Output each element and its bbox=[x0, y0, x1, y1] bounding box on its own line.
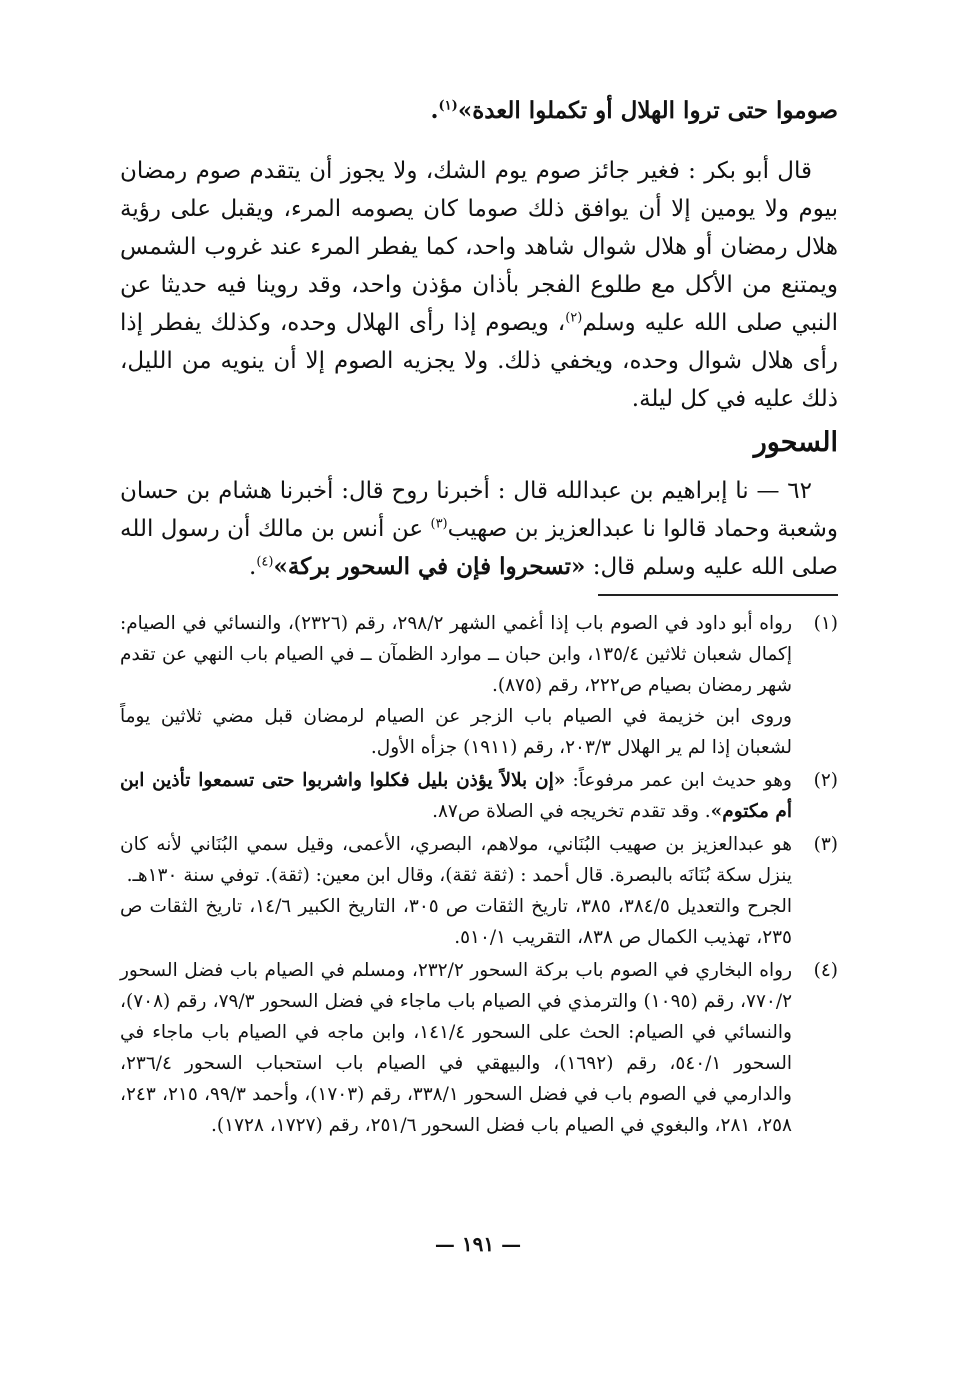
footnote-number: (١) bbox=[813, 613, 838, 634]
footnote-text-continued: الجرح والتعديل ٣٨٤/٥، ٣٨٥، تاريخ الثقات ص ٣٠٥، التاريخ الكبير ١٤/٦، تاريخ الثقات ص ٢٣٥، تهذيب الكمال ص ٨٣٨، التقريب ٥١٠/١. bbox=[120, 896, 793, 948]
footnote-text: وهو حديث ابن عمر مرفوعاً: bbox=[565, 770, 792, 791]
hadith-62-quote: «تسحروا فإن في السحور بركة» bbox=[273, 553, 586, 580]
footnote-text-end: . وقد تقدم تخريجه في الصلاة ص٨٧. bbox=[432, 801, 711, 822]
footnote-number: (٤) bbox=[813, 960, 838, 981]
footnote-ref-2: (٢) bbox=[565, 310, 583, 326]
footnote-2 bbox=[120, 765, 838, 827]
main-text bbox=[120, 92, 838, 586]
line-end-period-2: . bbox=[249, 554, 257, 580]
footnote-text: رواه البخاري في الصوم باب بركة السحور ٢٣٢/٢، ومسلم في الصيام باب فضل السحور ٧٧٠/٢، رقم (١٠٩٥) والترمذي في الصيام باب ماجاء في فضل السحور ٧٩/٣، رقم (٧٠٨)، والنسائي في الصيام: الحث على السحور ١٤١/٤، وابن ماجه في الصيام باب ماجاء في السحور ٥٤٠/١، رقم (١٦٩٢)، والبيهقي في الصيام باب استحباب السحور ٢٣٦/٤، والدارمي في الصوم باب في فضل السحور ٣٣٨/١، رقم (١٧٠٣)، وأحمد ٩٩/٣، ٢١٥، ٢٤٣، ٢٥٨، ٢٨١، والبغوي في الصيام باب فضل السحور ٢٥١/٦، رقم (١٧٢٧، ١٧٢٨). bbox=[120, 960, 793, 1136]
footnote-separator bbox=[598, 594, 838, 596]
footnote-1 bbox=[120, 608, 838, 763]
footnote-body bbox=[120, 829, 792, 953]
footnote-body bbox=[120, 765, 792, 827]
hadith-ending-line bbox=[120, 92, 838, 130]
abu-bakr-text-part1: قال أبو بكر : فغير جائز صوم يوم الشك، ولا يجوز أن يتقدم صوم رمضان بيوم ولا يومين إلا أن يوافق ذلك صوما كان يصومه المرء، ويقبل على رؤية هلال رمضان أو هلال شوال شاهد واحد، كما يفطر المرء عند غروب الشمس ويمتنع من الأكل مع طلوع الفجر بأذان مؤذن واحد، وقد روينا فيه حديثا عن النبي صلى الله عليه وسلم bbox=[120, 158, 838, 336]
page-number: — ١٩١ — bbox=[434, 1232, 522, 1256]
line-end-period: . bbox=[430, 97, 439, 124]
footnote-3 bbox=[120, 829, 838, 953]
footnote-number: (٢) bbox=[813, 770, 838, 791]
footnote-body bbox=[120, 608, 792, 763]
hadith-ending-text: صوموا حتى تروا الهلال أو تكملوا العدة» bbox=[457, 97, 838, 124]
footnote-quote: «إن بلالاً يؤذن بليل فكلوا واشربوا حتى تسمعوا تأذين ابن أم مكتوم» bbox=[120, 770, 792, 822]
footnote-body bbox=[120, 955, 792, 1141]
footnote-4 bbox=[120, 955, 838, 1141]
section-heading: السحور bbox=[753, 427, 838, 458]
footnote-ref-4: (٤) bbox=[256, 554, 274, 570]
footnote-number: (٣) bbox=[813, 834, 838, 855]
footnote-text-continued: وروى ابن خزيمة في الصيام باب الزجر عن الصيام لرمضان قبل مضي ثلاثين يوماً لشعبان إذا لم ير الهلال ٢٠٣/٣، رقم (١٩١١) جزأه الأول. bbox=[120, 706, 792, 758]
footnotes bbox=[120, 608, 838, 1141]
hadith-62-chain: ٦٢ — نا إبراهيم بن عبدالله قال : أخبرنا روح قال: أخبرنا هشام بن حسان وشعبة وحماد قالوا نا عبدالعزيز بن صهيب bbox=[120, 478, 838, 542]
footnote-text: هو عبدالعزيز بن صهيب البُنَاني، مولاهم، البصري، الأعمى، وقيل سمي البُنَاني لأنه كان ينزل سكة بُنَانَه بالبصرة. قال أحمد : (ثقة ثقة)، وقال ابن معين: (ثقة). توفي سنة ١٣٠هـ. bbox=[120, 834, 792, 886]
hadith-62-paragraph bbox=[120, 472, 838, 586]
footnote-ref-3: (٣) bbox=[430, 516, 448, 532]
footnote-ref-1: (١) bbox=[438, 98, 458, 114]
abu-bakr-text-part2: ، ويصوم إذا رأى الهلال وحده، وكذلك يفطر إذا رأى هلال شوال وحده، ويخفي ذلك. ولا يجزيه الصوم إلا أن ينويه من الليل، ذلك عليه في كل ليلة. bbox=[120, 310, 838, 412]
abu-bakr-paragraph bbox=[120, 152, 838, 418]
footnote-text: رواه أبو داود في الصوم باب إذا أغمي الشهر ٢٩٨/٢، رقم (٢٣٢٦)، والنسائي في الصيام: إكمال شعبان ثلاثين ١٣٥/٤، وابن حبان ــ موارد الظمآن ــ في الصيام باب النهي عن تقدم شهر رمضان بصيام ص٢٢٢، رقم (٨٧٥). bbox=[120, 613, 793, 696]
hadith-62-text: عن أنس بن مالك أن رسول الله صلى الله عليه وسلم قال: bbox=[120, 516, 838, 580]
